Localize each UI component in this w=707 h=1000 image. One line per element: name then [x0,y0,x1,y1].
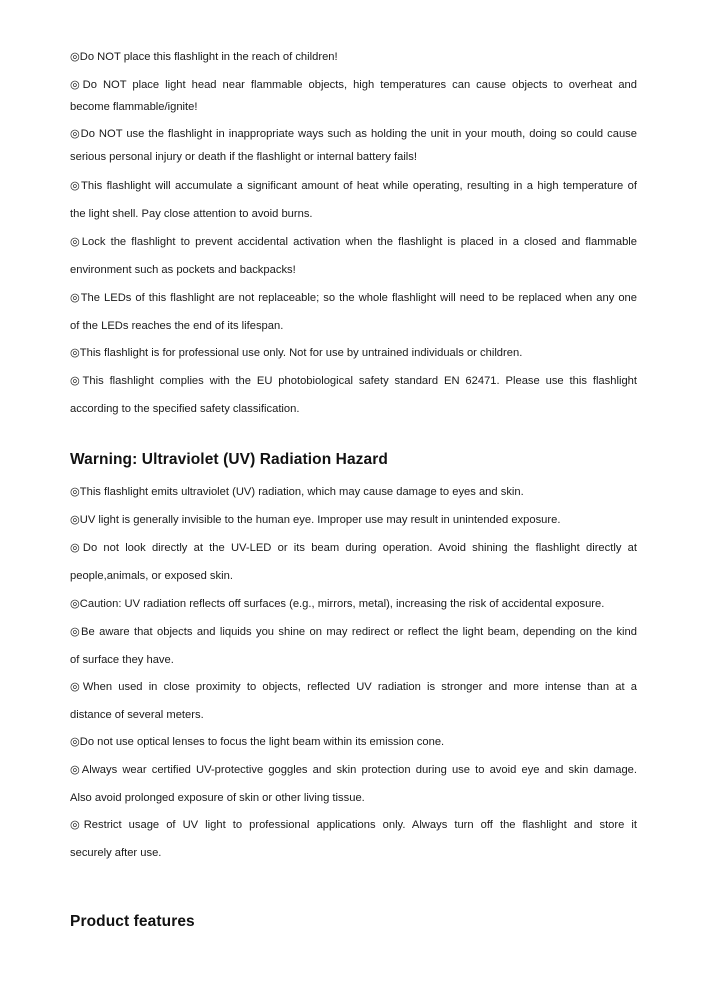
uv-item-restrict [70,811,637,867]
safety-item-heat [70,172,637,228]
text-line: ◎Do NOT place this flashlight in the reach of children! [70,51,338,63]
safety-item-misuse [70,120,637,171]
text-line: ◎The LEDs of this flashlight are not replaceable; so the whole flashlight will need to be replaced when any one [70,292,637,304]
text-line: ◎Always wear certified UV-protective goggles and skin protection during use to avoid eye and skin damage. [70,764,637,776]
safety-item-leds [70,284,637,340]
text-line: the light shell. Pay close attention to avoid burns. [70,208,313,220]
uv-item-reflects [70,590,637,618]
product-features-heading: Product features [70,913,195,930]
text-line: ◎This flashlight is for professional use only. Not for use by untrained individuals or children. [70,347,523,359]
uv-item-invisible [70,506,637,534]
text-line: environment such as pockets and backpacks! [70,264,296,276]
text-line: ◎Restrict usage of UV light to professional applications only. Always turn off the flashlight and store it [70,819,637,831]
safety-item-professional [70,339,637,367]
text-line: ◎This flashlight will accumulate a significant amount of heat while operating, resulting in a high temperature of [70,180,637,192]
text-line: ◎Do NOT place light head near flammable objects, high temperatures can cause objects to overheat and [70,79,637,91]
text-line: ◎Do NOT use the flashlight in inappropriate ways such as holding the unit in your mouth, doing so could cause [70,128,637,140]
safety-item-children [70,43,637,71]
text-line: serious personal injury or death if the flashlight or internal battery fails! [70,151,417,163]
text-line: of the LEDs reaches the end of its lifespan. [70,320,284,332]
text-line: ◎This flashlight complies with the EU photobiological safety standard EN 62471. Please use this flashlight [70,375,637,387]
uv-item-proximity [70,673,637,729]
uv-item-emits [70,478,637,506]
text-line: ◎Caution: UV radiation reflects off surfaces (e.g., mirrors, metal), increasing the risk of accidental exposure. [70,598,605,610]
safety-item-lock [70,228,637,284]
safety-item-en62471 [70,367,637,423]
text-line: distance of several meters. [70,709,204,721]
text-line: ◎When used in close proximity to objects, reflected UV radiation is stronger and more intense than at a [70,681,637,693]
text-line: ◎Do not use optical lenses to focus the light beam within its emission cone. [70,736,445,748]
text-line: securely after use. [70,847,162,859]
text-line: ◎UV light is generally invisible to the human eye. Improper use may result in unintended exposure. [70,514,561,526]
text-line: ◎This flashlight emits ultraviolet (UV) radiation, which may cause damage to eyes and skin. [70,486,524,498]
text-line: ◎Do not look directly at the UV-LED or its beam during operation. Avoid shining the flashlight directly at [70,542,637,554]
text-line: ◎Be aware that objects and liquids you shine on may redirect or reflect the light beam, depending on the kind [70,626,637,638]
uv-item-lenses [70,728,637,756]
text-line: become flammable/ignite! [70,101,198,113]
text-line: ◎Lock the flashlight to prevent accidental activation when the flashlight is placed in a closed and flammable [70,236,637,248]
uv-warning-heading: Warning: Ultraviolet (UV) Radiation Hazard [70,451,388,468]
safety-item-flammable [70,71,637,121]
uv-item-look [70,534,637,590]
text-line: Also avoid prolonged exposure of skin or other living tissue. [70,792,365,804]
uv-item-goggles [70,756,637,812]
text-line: people,animals, or exposed skin. [70,570,233,582]
text-line: according to the specified safety classification. [70,403,300,415]
uv-item-redirect [70,618,637,674]
text-line: of surface they have. [70,654,174,666]
